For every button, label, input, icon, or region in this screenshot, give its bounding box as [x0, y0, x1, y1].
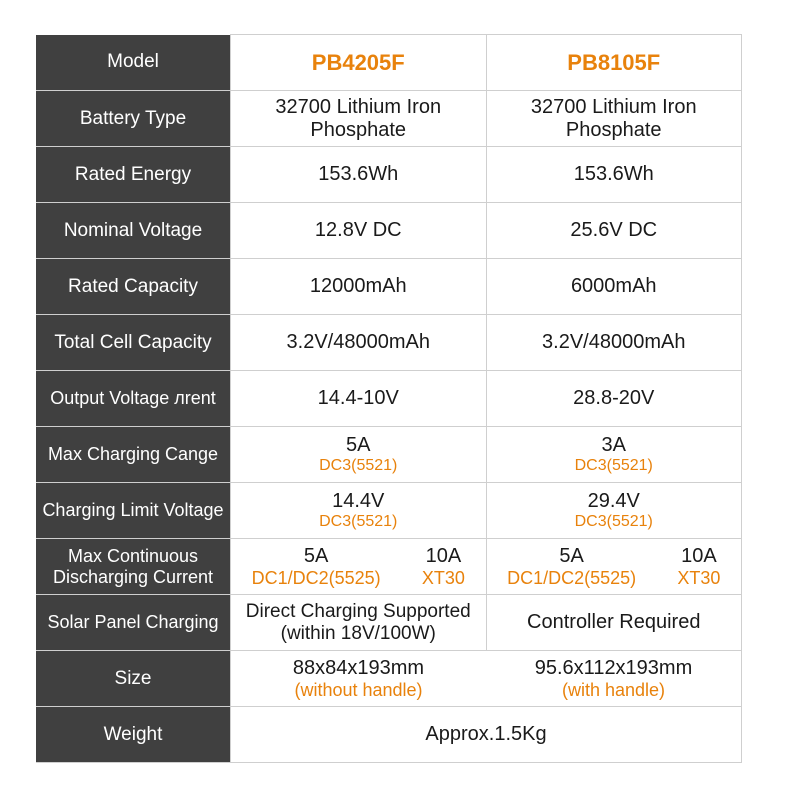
label-max-discharging-line2: Discharging Current: [52, 566, 214, 587]
size-b-note: (with handle): [561, 679, 666, 700]
row-nominal-voltage: [36, 203, 742, 259]
max-discharging-b-xt30-port: XT30: [677, 567, 721, 588]
size-b-value: 95.6x112x193mm: [534, 656, 693, 679]
row-charging-limit: [36, 483, 742, 539]
label-battery-type: Battery Type: [36, 91, 231, 147]
label-solar: Solar Panel Charging: [36, 595, 231, 651]
max-charging-a-value: 5A: [346, 433, 371, 456]
max-discharging-b: [486, 539, 742, 595]
model-b: PB8105F: [486, 35, 742, 91]
battery-type-b-text: 32700 Lithium Iron Phosphate: [530, 95, 697, 141]
row-max-charging: [36, 427, 742, 483]
total-cell-capacity-b: 3.2V/48000mAh: [486, 315, 742, 371]
max-discharging-b-dc: [507, 545, 636, 589]
nominal-voltage-a: 12.8V DC: [231, 203, 487, 259]
output-voltage-b: 28.8-20V: [486, 371, 742, 427]
charging-limit-b-value: 29.4V: [587, 489, 640, 512]
max-charging-b: [486, 427, 742, 483]
label-max-discharging-line1: Max Continuous: [67, 545, 199, 566]
charging-limit-b-port: DC3(5521): [574, 512, 653, 530]
row-output-voltage: [36, 371, 742, 427]
max-discharging-b-dc-value: 5A: [559, 544, 584, 567]
label-charging-limit: Charging Limit Voltage: [36, 483, 231, 539]
row-model: [36, 35, 742, 91]
charging-limit-b: [486, 483, 742, 539]
label-rated-energy: Rated Energy: [36, 147, 231, 203]
row-rated-energy: [36, 147, 742, 203]
max-discharging-a-xt30-port: XT30: [421, 567, 465, 588]
row-rated-capacity: [36, 259, 742, 315]
row-weight: [36, 707, 742, 763]
size-b: [486, 651, 742, 707]
size-a-value: 88x84x193mm: [292, 656, 425, 679]
solar-a: [231, 595, 487, 651]
max-discharging-b-dc-port: DC1/DC2(5525): [507, 567, 637, 588]
max-charging-a-port: DC3(5521): [319, 456, 398, 474]
label-size: Size: [36, 651, 231, 707]
rated-energy-b: 153.6Wh: [486, 147, 742, 203]
label-output-voltage: Output Voltage лrent: [36, 371, 231, 427]
rated-capacity-a: 12000mAh: [231, 259, 487, 315]
max-discharging-b-xt30-value: 10A: [681, 544, 717, 567]
nominal-voltage-b: 25.6V DC: [486, 203, 742, 259]
max-discharging-a-dc-value: 5A: [303, 544, 329, 567]
label-max-discharging: [36, 539, 231, 595]
row-battery-type: [36, 91, 742, 147]
label-total-cell-capacity: Total Cell Capacity: [36, 315, 231, 371]
max-charging-b-port: DC3(5521): [574, 456, 653, 474]
size-a: [231, 651, 487, 707]
weight-value: Approx.1.5Kg: [231, 707, 742, 763]
output-voltage-a: 14.4-10V: [231, 371, 487, 427]
max-discharging-b-xt30: [677, 545, 720, 589]
total-cell-capacity-a: 3.2V/48000mAh: [231, 315, 487, 371]
max-discharging-a-dc: [252, 545, 381, 589]
charging-limit-a-value: 14.4V: [332, 489, 385, 512]
max-discharging-a-xt30: [422, 545, 465, 589]
max-charging-b-value: 3A: [601, 433, 626, 456]
label-model: Model: [36, 35, 231, 91]
solar-a-line2: (within 18V/100W): [280, 622, 436, 644]
row-total-cell-capacity: [36, 315, 742, 371]
max-discharging-a-xt30-value: 10A: [425, 544, 462, 567]
size-a-note: (without handle): [294, 679, 423, 700]
rated-energy-a: 153.6Wh: [231, 147, 487, 203]
label-weight: Weight: [36, 707, 231, 763]
rated-capacity-b: 6000mAh: [486, 259, 742, 315]
max-discharging-a: [231, 539, 487, 595]
model-a: PB4205F: [231, 35, 487, 91]
row-size: [36, 651, 742, 707]
solar-b: Controller Required: [486, 595, 742, 651]
solar-a-line1: Direct Charging Supported: [245, 600, 471, 622]
battery-type-a-text: 32700 Lithium Iron Phosphate: [275, 95, 442, 141]
label-max-charging: Max Charging Cange: [36, 427, 231, 483]
battery-type-a: [231, 91, 487, 147]
row-solar: [36, 595, 742, 651]
battery-type-b: [486, 91, 742, 147]
max-charging-a: [231, 427, 487, 483]
max-discharging-a-dc-port: DC1/DC2(5525): [251, 567, 381, 588]
row-max-discharging: [36, 539, 742, 595]
charging-limit-a: [231, 483, 487, 539]
charging-limit-a-port: DC3(5521): [319, 512, 398, 530]
label-rated-capacity: Rated Capacity: [36, 259, 231, 315]
spec-table: [36, 34, 742, 763]
label-nominal-voltage: Nominal Voltage: [36, 203, 231, 259]
